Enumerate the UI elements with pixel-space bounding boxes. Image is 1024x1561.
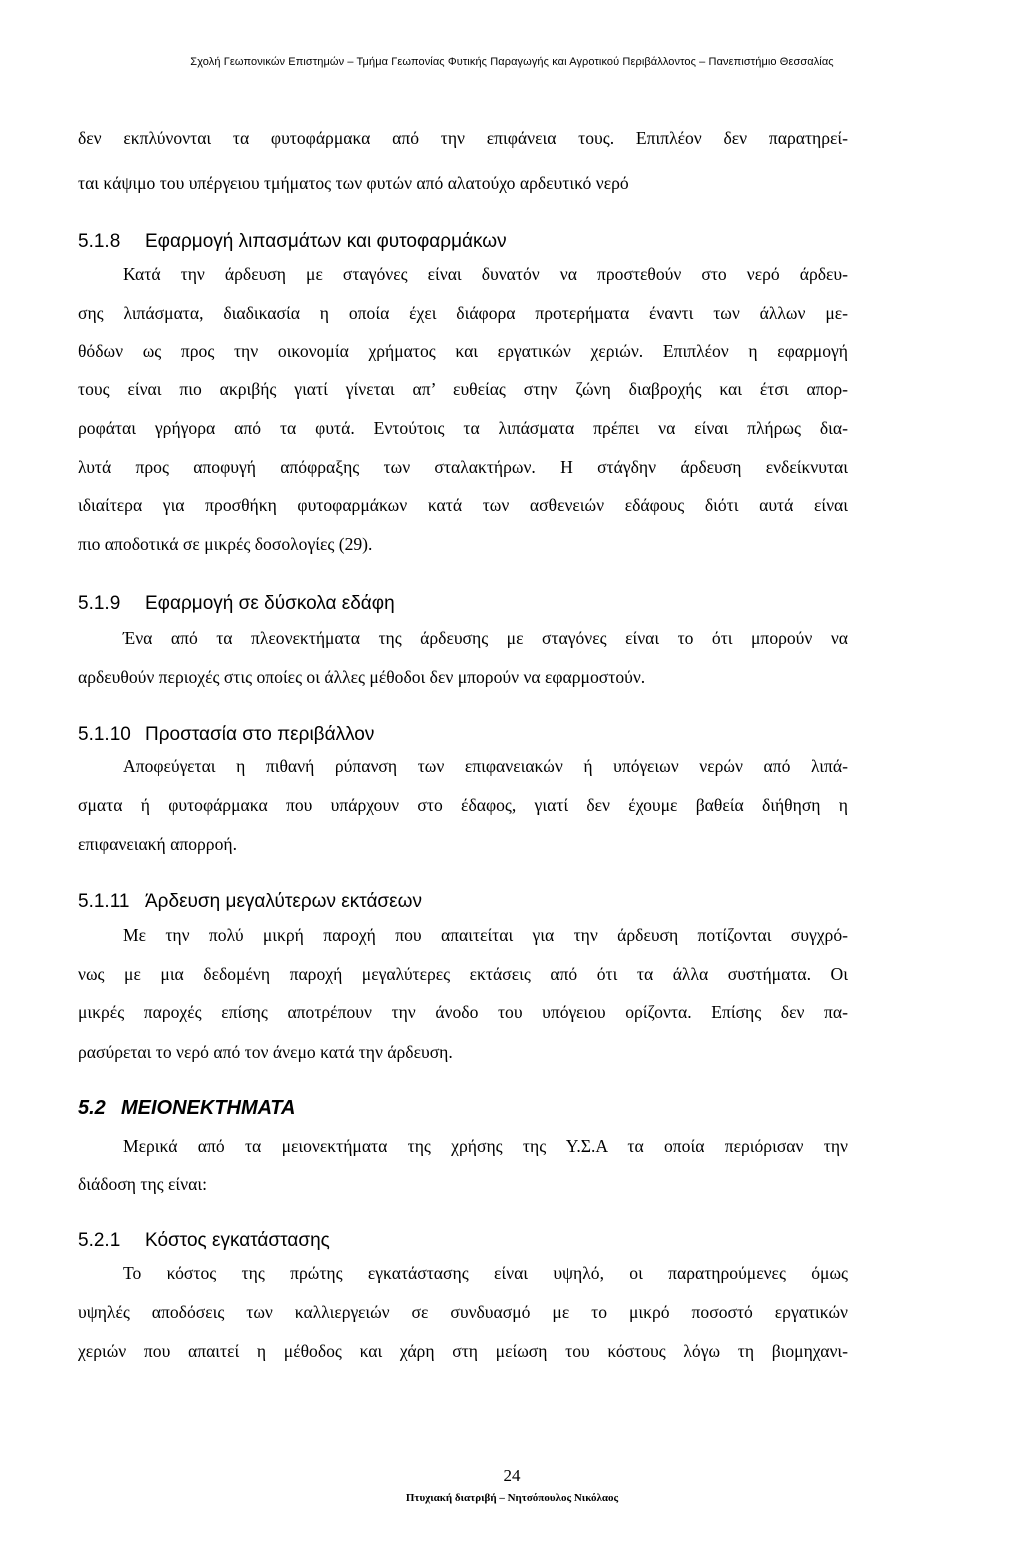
chapter-heading: [78, 1096, 295, 1120]
section-heading: [78, 592, 395, 616]
section-title: Κόστος εγκατάστασης: [145, 1230, 330, 1251]
section-number: 5.2.1: [78, 1230, 121, 1251]
paragraph-line: Μερικά από τα μειονεκτήματα της χρήσης της Υ.Σ.Α τα οποία περιόρισαν την: [123, 1136, 848, 1156]
section-heading: [78, 723, 374, 747]
paragraph-line: αρδευθούν περιοχές στις οποίες οι άλλες μέθοδοι δεν μπορούν να εφαρμοστούν.: [78, 667, 646, 687]
section-title: Άρδευση μεγαλύτερων εκτάσεων: [145, 891, 422, 912]
paragraph-line: Ένα από τα πλεονεκτήματα της άρδευσης με σταγόνες είναι το ότι μπορούν να: [123, 628, 848, 648]
paragraph-line: πιο αποδοτικά σε μικρές δοσολογίες (29).: [78, 534, 373, 554]
paragraph-line: υψηλές αποδόσεις των καλλιεργειών σε συνδυασμό με το μικρό ποσοστό εργατικών: [78, 1302, 848, 1322]
paragraph-line: σης λιπάσματα, διαδικασία η οποία έχει διάφορα προτερήματα έναντι των άλλων με-: [78, 303, 848, 323]
paragraph-line: ται κάψιμο του υπέργειου τμήματος των φυτών από αλατούχο αρδευτικό νερό: [78, 173, 629, 193]
paragraph-line: ρασύρεται το νερό από τον άνεμο κατά την άρδευση.: [78, 1042, 453, 1062]
paragraph-line: χεριών που απαιτεί η μέθοδος και χάρη στη μείωση του κόστους λόγω τη βιομηχανι-: [78, 1341, 848, 1361]
paragraph-line: Αποφεύγεται η πιθανή ρύπανση των επιφανειακών ή υπόγειων νερών από λιπά-: [123, 756, 848, 776]
paragraph-line: ιδιαίτερα για προσθήκη φυτοφαρμάκων κατά των ασθενειών εδάφους διότι αυτά είναι: [78, 495, 848, 515]
footer-text: Πτυχιακή διατριβή – Νητσόπουλος Νικόλαος: [405, 1492, 619, 1504]
section-number: 5.1.8: [78, 231, 121, 252]
paragraph-line: Κατά την άρδευση με σταγόνες είναι δυνατόν να προστεθούν στο νερό άρδευ-: [123, 264, 848, 284]
running-header: Σχολή Γεωπονικών Επιστημών – Τμήμα Γεωπονίας Φυτικής Παραγωγής και Αγροτικού Περιβάλλοντος – Πανεπιστήμιο Θεσσαλίας: [190, 56, 834, 68]
paragraph-line: ροφάται γρήγορα από τα φυτά. Εντούτοις τα λιπάσματα πρέπει να είναι πλήρως δια-: [78, 418, 848, 438]
section-title: Προστασία στο περιβάλλον: [145, 724, 375, 745]
section-heading: [78, 1229, 330, 1253]
section-number: 5.1.10: [78, 724, 131, 745]
section-number: 5.2: [78, 1097, 106, 1119]
paragraph-line: σματα ή φυτοφάρμακα που υπάρχουν στο έδαφος, γιατί δεν έχουμε βαθεία διήθηση η: [78, 795, 848, 815]
section-title: ΜΕΙΟΝΕΚΤΗΜΑΤΑ: [121, 1097, 296, 1119]
paragraph-line: τους είναι πιο ακριβής γιατί γίνεται απ’ ευθείας στην ζώνη διαβροχής και έτσι απορ-: [78, 379, 848, 399]
section-heading: [78, 890, 422, 914]
paragraph-line: Με την πολύ μικρή παροχή που απαιτείται για την άρδευση ποτίζονται συγχρό-: [123, 925, 848, 945]
paragraph-line: λυτά προς αποφυγή απόφραξης των σταλακτήρων. Η στάγδην άρδευση ενδείκνυται: [78, 457, 848, 477]
paragraph-line: μικρές παροχές επίσης αποτρέπουν την άνοδο του υπόγειου ορίζοντα. Επίσης δεν πα-: [78, 1002, 848, 1022]
section-title: Εφαρμογή λιπασμάτων και φυτοφαρμάκων: [145, 231, 507, 252]
section-heading: [78, 230, 507, 254]
page-number: 24: [503, 1466, 521, 1485]
paragraph-line: θόδων ως προς την οικονομία χρήματος και εργατικών χεριών. Επιπλέον η εφαρμογή: [78, 341, 848, 361]
section-number: 5.1.9: [78, 593, 121, 614]
paragraph-line: διάδοση της είναι:: [78, 1174, 207, 1194]
paragraph-line: επιφανειακή απορροή.: [78, 834, 237, 854]
paragraph-line: νως με μια δεδομένη παροχή μεγαλύτερες εκτάσεις από ότι τα άλλα συστήματα. Οι: [78, 964, 848, 984]
paragraph-line: Το κόστος της πρώτης εγκατάστασης είναι υψηλό, οι παρατηρούμενες όμως: [123, 1263, 848, 1283]
section-title: Εφαρμογή σε δύσκολα εδάφη: [145, 593, 395, 614]
paragraph-line: δεν εκπλύνονται τα φυτοφάρμακα από την επιφάνεια τους. Επιπλέον δεν παρατηρεί-: [78, 128, 848, 148]
section-number: 5.1.11: [78, 891, 130, 912]
